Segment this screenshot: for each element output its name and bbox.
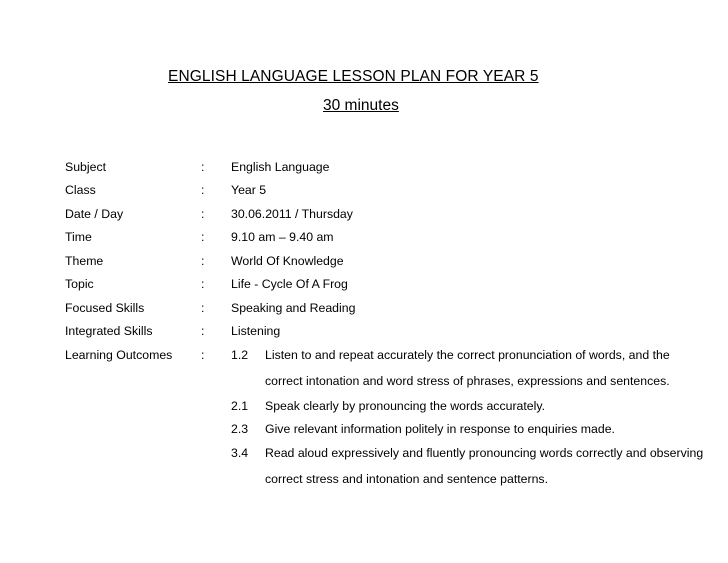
outcome-text-line: correct intonation and word stress of phrases, expressions and sentences. [265,374,670,388]
detail-colon: : [201,183,205,197]
detail-row-class [0,183,728,201]
outcome-code: 3.4 [231,446,249,460]
detail-colon: : [201,254,205,268]
outcome-text-line: Speak clearly by pronouncing the words accurately. [265,399,546,413]
detail-row-integrated-skills [0,324,728,342]
detail-row-theme [0,254,728,272]
detail-value: 30.06.2011 / Thursday [231,207,353,221]
detail-label: Theme [65,254,104,268]
learning-outcome-2-3 [0,422,728,440]
detail-value: English Language [231,160,330,174]
learning-outcome-3-4 [0,446,728,464]
detail-colon: : [201,277,205,291]
detail-colon: : [201,324,205,338]
detail-row-date-day [0,207,728,225]
detail-value: Year 5 [231,183,267,197]
outcome-code: 1.2 [231,348,249,362]
detail-label: Topic [65,277,94,291]
outcome-code: 2.1 [231,399,249,413]
outcome-text-line: Listen to and repeat accurately the correct pronunciation of words, and the [265,348,670,362]
learning-outcome-1-2 [0,348,728,366]
detail-label: Focused Skills [65,301,145,315]
detail-label: Subject [65,160,107,174]
learning-outcome-1-2-continued [0,374,728,392]
detail-colon: : [201,301,205,315]
detail-label: Time [65,230,92,244]
lesson-duration: 30 minutes [323,97,399,114]
detail-row-topic [0,277,728,295]
detail-value: Listening [231,324,281,338]
learning-outcomes-label: Learning Outcomes [65,348,173,362]
outcome-text-line: Read aloud expressively and fluently pronouncing words correctly and observing [265,446,704,460]
detail-value: World Of Knowledge [231,254,344,268]
learning-outcome-3-4-continued [0,472,728,490]
outcome-code: 2.3 [231,422,249,436]
detail-value: 9.10 am – 9.40 am [231,230,334,244]
learning-outcome-2-1 [0,399,728,417]
outcome-text-line: correct stress and intonation and sentence patterns. [265,472,548,486]
detail-label: Date / Day [65,207,124,221]
outcome-text-line: Give relevant information politely in response to enquiries made. [265,422,615,436]
detail-row-subject [0,160,728,178]
detail-label: Class [65,183,96,197]
detail-colon: : [201,160,205,174]
detail-colon: : [201,207,205,221]
detail-value: Speaking and Reading [231,301,356,315]
detail-colon: : [201,348,205,362]
detail-row-focused-skills [0,301,728,319]
detail-colon: : [201,230,205,244]
detail-label: Integrated Skills [65,324,153,338]
detail-value: Life - Cycle Of A Frog [231,277,348,291]
document-title: ENGLISH LANGUAGE LESSON PLAN FOR YEAR 5 [168,68,539,85]
detail-row-time [0,230,728,248]
